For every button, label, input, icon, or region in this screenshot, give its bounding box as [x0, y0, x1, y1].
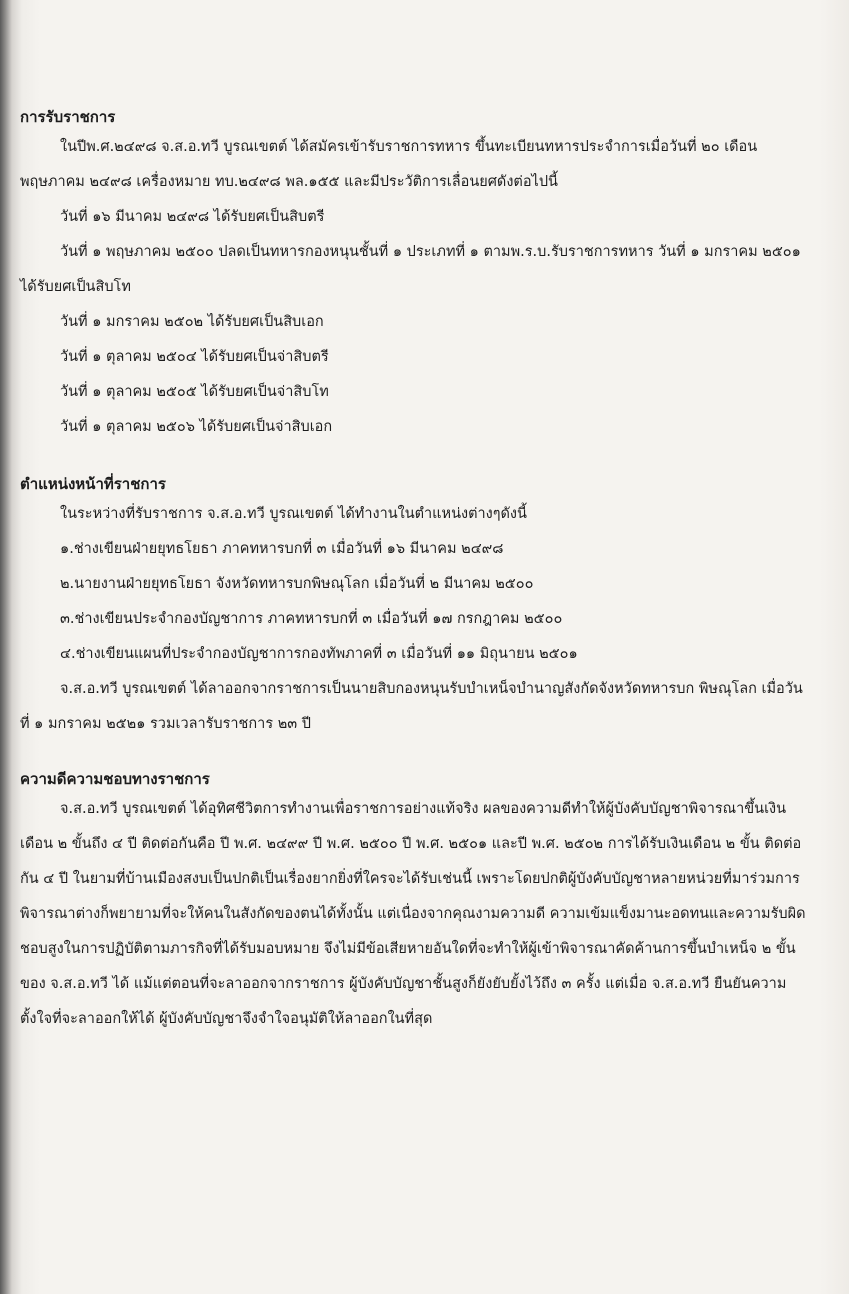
position-item: ๒.นายงานฝ่ายยุทธโยธา จังหวัดทหารบกพิษณุโลก เมื่อวันที่ ๒ มีนาคม ๒๕๐๐	[60, 576, 534, 592]
paragraph-retirement: จ.ส.อ.ทวี บูรณเขตต์ ได้ลาออกจากราชการเป็นนายสิบกองหนุนรับบำเหน็จบำนาญสังกัดจังหวัดทหารบก พิษณุโลก เมื่อวันที่ ๑ มกราคม ๒๕๒๑ รวมเวลารับราชการ ๒๓ ปี	[20, 681, 803, 732]
rank-item: วันที่ ๑ ตุลาคม ๒๕๐๕ ได้รับยศเป็นจ่าสิบโท	[60, 384, 329, 400]
rank-item: วันที่ ๑๖ มีนาคม ๒๔๙๘ ได้รับยศเป็นสิบตรี	[60, 209, 325, 225]
document-body	[20, 104, 810, 1037]
rank-item: วันที่ ๑ พฤษภาคม ๒๕๐๐ ปลดเป็นทหารกองหนุนชั้นที่ ๑ ประเภทที่ ๑ ตามพ.ร.บ.รับราชการทหาร วันที่ ๑ มกราคม ๒๕๐๑ ได้รับยศเป็นสิบโท	[20, 244, 801, 295]
paragraph-positions-intro: ในระหว่างที่รับราชการ จ.ส.อ.ทวี บูรณเขตต์ ได้ทำงานในตำแหน่งต่างๆดังนี้	[60, 506, 527, 522]
paragraph-merits: จ.ส.อ.ทวี บูรณเขตต์ ได้อุทิศชีวิตการทำงานเพื่อราชการอย่างแท้จริง ผลของความดีทำให้ผู้บังคับบัญชาพิจารณาขึ้นเงินเดือน ๒ ขั้นถึง ๔ ปี ติดต่อกันคือ ปี พ.ศ. ๒๔๙๙ ปี พ.ศ. ๒๕๐๐ ปี พ.ศ. ๒๕๐๑ และปี พ.ศ. ๒๕๐๒ การได้รับเงินเดือน ๒ ขั้น ติดต่อกัน ๔ ปี ในยามที่บ้านเมืองสงบเป็นปกติเป็นเรื่องยากยิ่งที่ใครจะได้รับเช่นนี้ เพราะโดยปกติผู้บังคับบัญชาหลายหน่วยที่มาร่วมการพิจารณาต่างก็พยายามที่จะให้คนในสังกัดของตนได้ทั้งนั้น แต่เนื่องจากคุณงามความดี ความเข้มแข็งมานะอดทนและความรับผิดชอบสูงในการปฏิบัติตามภารกิจที่ได้รับมอบหมาย จึงไม่มีข้อเสียหายอันใดที่จะทำให้ผู้เข้าพิจารณาคัดค้านการขึ้นบำเหน็จ ๒ ขั้น ของ จ.ส.อ.ทวี ได้ แม้แต่ตอนที่จะลาออกจากราชการ ผู้บังคับบัญชาชั้นสูงก็ยังยับยั้งไว้ถึง ๓ ครั้ง แต่เมื่อ จ.ส.อ.ทวี ยืนยันความตั้งใจที่จะลาออกให้ได้ ผู้บังคับบัญชาจึงจำใจอนุมัติให้ลาออกในที่สุด	[20, 801, 806, 1027]
section-title-service: การรับราชการ	[20, 108, 116, 126]
rank-item: วันที่ ๑ มกราคม ๒๕๐๒ ได้รับยศเป็นสิบเอก	[60, 314, 324, 330]
rank-item: วันที่ ๑ ตุลาคม ๒๕๐๔ ได้รับยศเป็นจ่าสิบตรี	[60, 349, 329, 365]
position-item: ๓.ช่างเขียนประจำกองบัญชาการ ภาคทหารบกที่ ๓ เมื่อวันที่ ๑๗ กรกฎาคม ๒๕๐๐	[60, 611, 563, 627]
rank-item: วันที่ ๑ ตุลาคม ๒๕๐๖ ได้รับยศเป็นจ่าสิบเอก	[60, 419, 333, 435]
section-title-positions: ตำแหน่งหน้าที่ราชการ	[20, 475, 166, 493]
position-item: ๑.ช่างเขียนฝ่ายยุทธโยธา ภาคทหารบกที่ ๓ เมื่อวันที่ ๑๖ มีนาคม ๒๔๙๘	[60, 541, 504, 557]
paragraph-enlistment: ในปีพ.ศ.๒๔๙๘ จ.ส.อ.ทวี บูรณเขตต์ ได้สมัครเข้ารับราชการทหาร ขึ้นทะเบียนทหารประจำการเมื่อวันที่ ๒๐ เดือนพฤษภาคม ๒๔๙๘ เครื่องหมาย ทบ.๒๔๙๘ พล.๑๕๕ และมีประวัติการเลื่อนยศดังต่อไปนี้	[20, 139, 758, 190]
position-item: ๔.ช่างเขียนแผนที่ประจำกองบัญชาการกองทัพภาคที่ ๓ เมื่อวันที่ ๑๑ มิถุนายน ๒๕๐๑	[60, 646, 578, 662]
section-title-merits: ความดีความชอบทางราชการ	[20, 770, 210, 788]
